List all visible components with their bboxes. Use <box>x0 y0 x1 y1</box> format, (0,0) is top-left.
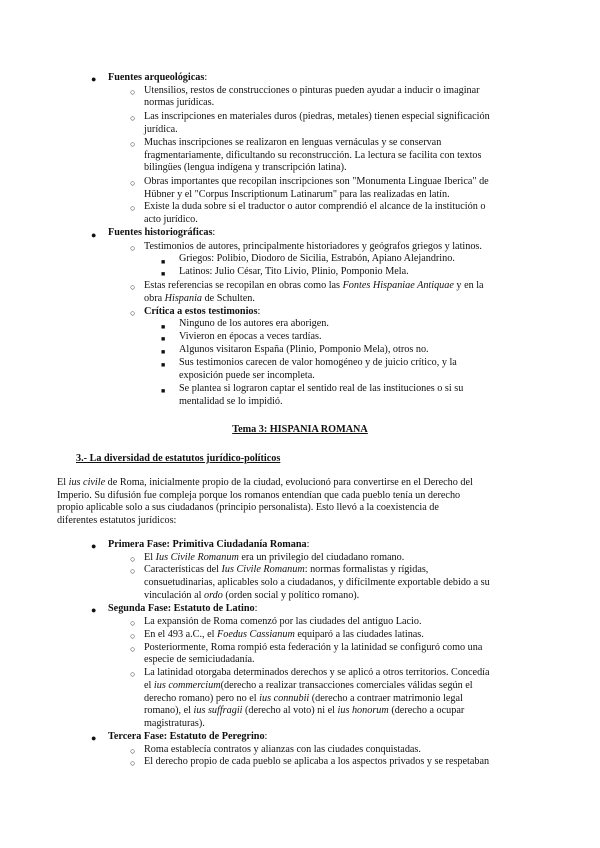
circle-bullet-icon: ○ <box>130 644 136 654</box>
circle-bullet-icon: ○ <box>130 566 136 576</box>
list-item: Las inscripciones en materiales duros (piedras, metales) tienen especial significación <box>144 111 490 122</box>
list-item: Utensilios, restos de construcciones o pinturas pueden ayudar a inducir o imaginar <box>144 85 480 96</box>
list-item: Vivieron en épocas a veces tardías. <box>179 331 322 342</box>
circle-bullet-icon: ○ <box>130 746 136 756</box>
list-item: Griegos: Polibio, Diodoro de Sicilia, Estrabón, Apiano Alejandrino. <box>179 253 455 264</box>
list-item: Sus testimonios carecen de valor homogéneo y de juicio crítico, y la <box>179 357 457 368</box>
list-item: El Ius Civile Romanum era un privilegio del ciudadano romano. <box>144 552 405 563</box>
list-item-cont: Hübner y el "Corpus Inscriptionum Latinarum" para las realizadas en latín. <box>144 189 450 200</box>
list-item: Testimonios de autores, principalmente historiadores y geógrafos griegos y latinos. <box>144 241 482 252</box>
list-item: Roma establecía contratos y alianzas con las ciudades conquistadas. <box>144 744 421 755</box>
circle-bullet-icon: ○ <box>130 631 136 641</box>
paragraph-line: El ius civile de Roma, inicialmente propio de la ciudad, evolucionó para convertirse en el Derecho del <box>57 477 473 488</box>
list-item: Obras importantes que recopilan inscripciones son "Monumenta Linguae Iberica" de <box>144 176 489 187</box>
circle-bullet-icon: ○ <box>130 243 136 253</box>
circle-bullet-icon: ○ <box>130 758 136 768</box>
subheading-critica: Crítica a estos testimonios: <box>144 306 261 317</box>
list-item: Estas referencias se recopilan en obras como las Fontes Hispaniae Antiquae y en la <box>144 280 484 291</box>
list-item-cont: romano), el ius suffragii (derecho al voto) ni el ius honorum (derecho a ocupar <box>144 705 465 716</box>
circle-bullet-icon: ○ <box>130 618 136 628</box>
list-item-cont: bilingües (lengua indígena y transcripción latina). <box>144 162 347 173</box>
circle-bullet-icon: ○ <box>130 203 136 213</box>
list-item-cont: magistraturas). <box>144 718 205 729</box>
paragraph-line: Imperio. Su difusión fue compleja porque los romanos entendían que cada pueblo tenía un derecho <box>57 490 461 501</box>
list-item-cont: obra Hispania de Schulten. <box>144 293 255 304</box>
circle-bullet-icon: ○ <box>130 113 136 123</box>
list-item: Características del Ius Civile Romanum: normas formalistas y rígidas, <box>144 564 429 575</box>
paragraph-line: diferentes estatutos jurídicos: <box>57 515 177 526</box>
list-item-cont: vinculación al ordo (orden social y político romano). <box>144 590 360 601</box>
circle-bullet-icon: ○ <box>130 178 136 188</box>
circle-bullet-icon: ○ <box>130 139 136 149</box>
square-bullet-icon: ■ <box>161 335 166 343</box>
list-item: Latinos: Julio César, Tito Livio, Plinio, Pomponio Mela. <box>179 266 409 277</box>
list-item: Muchas inscripciones se realizaron en lenguas vernáculas y se conservan <box>144 137 442 148</box>
list-item: Ninguno de los autores era aborigen. <box>179 318 329 329</box>
list-item-cont: derecho romano) pero no el ius connubii (derecho a contraer matrimonio legal <box>144 693 463 704</box>
circle-bullet-icon: ○ <box>130 282 136 292</box>
heading-tercera-fase: Tercera Fase: Estatuto de Peregrino: <box>108 731 268 742</box>
bullet-icon: ● <box>91 74 97 84</box>
square-bullet-icon: ■ <box>161 270 166 278</box>
square-bullet-icon: ■ <box>161 348 166 356</box>
circle-bullet-icon: ○ <box>130 308 136 318</box>
list-item-cont: el ius commercium(derecho a realizar transacciones comerciales válidas según el <box>144 680 473 691</box>
list-item: Posteriormente, Roma rompió esta federación y la latinidad se configuró como una <box>144 642 483 653</box>
list-item: En el 493 a.C., el Foedus Cassianum equiparó a las ciudades latinas. <box>144 629 424 640</box>
list-item: Algunos visitaron España (Plinio, Pomponio Mela), otros no. <box>179 344 429 355</box>
section-title: 3.- La diversidad de estatutos jurídico-políticos <box>76 453 281 464</box>
page-title: Tema 3: HISPANIA ROMANA <box>232 424 368 435</box>
list-item-cont: fragmentariamente, dificultando su reconstrucción. La lectura se facilita con textos <box>144 150 482 161</box>
bullet-icon: ● <box>91 733 97 743</box>
list-item: La latinidad otorgaba determinados derechos y se aplicó a otros territorios. Concedía <box>144 667 490 678</box>
list-item: Existe la duda sobre si el traductor o autor comprendió el alcance de la institución o <box>144 201 486 212</box>
heading-fuentes-arqueologicas: Fuentes arqueológicas: <box>108 72 208 83</box>
square-bullet-icon: ■ <box>161 323 166 331</box>
heading-fuentes-historiograficas: Fuentes historiográficas: <box>108 227 216 238</box>
list-item-cont: acto jurídico. <box>144 214 198 225</box>
bullet-icon: ● <box>91 541 97 551</box>
circle-bullet-icon: ○ <box>130 554 136 564</box>
heading-primera-fase: Primera Fase: Primitiva Ciudadanía Romana: <box>108 539 310 550</box>
square-bullet-icon: ■ <box>161 361 166 369</box>
list-item-cont: normas jurídicas. <box>144 97 215 108</box>
list-item-cont: especie de semiciudadanía. <box>144 654 255 665</box>
list-item-cont: mentalidad se lo impidió. <box>179 396 283 407</box>
bullet-icon: ● <box>91 605 97 615</box>
square-bullet-icon: ■ <box>161 258 166 266</box>
bullet-icon: ● <box>91 230 97 240</box>
circle-bullet-icon: ○ <box>130 87 136 97</box>
list-item: Se plantea si lograron captar el sentido real de las instituciones o si su <box>179 383 464 394</box>
paragraph-line: propio aplicable solo a sus ciudadanos (principio personalista). Esto llevó a la coexistencia de <box>57 502 439 513</box>
circle-bullet-icon: ○ <box>130 669 136 679</box>
list-item-cont: exposición puede ser incompleta. <box>179 370 315 381</box>
square-bullet-icon: ■ <box>161 387 166 395</box>
list-item: El derecho propio de cada pueblo se aplicaba a los aspectos privados y se respetaban <box>144 756 490 767</box>
list-item: La expansión de Roma comenzó por las ciudades del antiguo Lacio. <box>144 616 422 627</box>
list-item-cont: jurídica. <box>144 124 178 135</box>
heading-segunda-fase: Segunda Fase: Estatuto de Latino: <box>108 603 258 614</box>
list-item-cont: consuetudinarias, aplicables solo a ciudadanos, y difícilmente exportable debido a su <box>144 577 490 588</box>
